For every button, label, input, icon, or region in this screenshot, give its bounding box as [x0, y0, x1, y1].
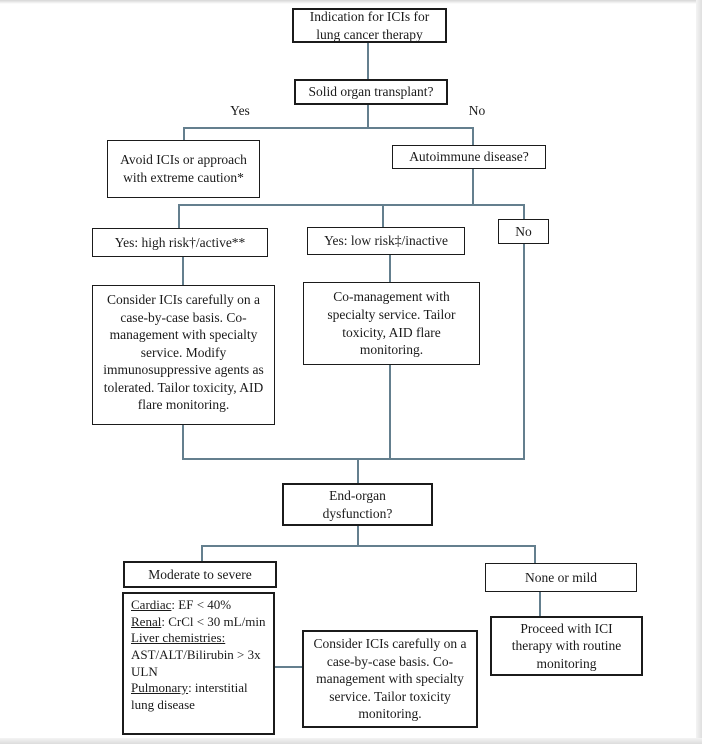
connector-comanage-to-merge: [389, 365, 391, 459]
connector-endorgan-split-bar: [201, 545, 536, 547]
node-yes-low-risk: Yes: low risk‡/inactive: [307, 227, 465, 255]
branch-label-yes: Yes: [230, 103, 250, 118]
connector-yes-branch: [183, 127, 185, 141]
connector-merge-endorgan: [357, 458, 359, 484]
connector-to-high-risk: [178, 204, 180, 229]
connector-autoimmune-split-bar: [178, 204, 525, 206]
connector-highrisk-consider: [182, 257, 184, 286]
connector-consider-to-merge: [182, 425, 184, 459]
page-edge-bottom: [0, 738, 702, 744]
connector-no-branch: [472, 127, 474, 146]
connector-to-low-risk: [382, 204, 384, 228]
connector-lowrisk-comanage: [389, 255, 391, 283]
connector-indication-transplant: [367, 43, 369, 79]
page-edge-right: [696, 0, 702, 744]
connector-to-none-mild: [534, 545, 536, 564]
node-consider-transplant: Consider ICIs carefully on a case-by-case basis. Co-management with specialty service. Modify immunosuppressive agents as tolerated. Tailor toxicity, AID flare monitoring.: [92, 285, 275, 425]
node-end-organ-dysfunction: End-organ dysfunction?: [282, 483, 433, 526]
node-proceed-ici: Proceed with ICI therapy with routine monitoring: [490, 616, 643, 676]
node-solid-organ-transplant: Solid organ transplant?: [294, 79, 448, 105]
criteria-item: Cardiac: EF < 40%: [131, 597, 232, 612]
criteria-item: Pulmonary: interstitial lung disease: [131, 680, 248, 712]
criteria-list: [131, 597, 268, 713]
node-none-or-mild: None or mild: [485, 563, 637, 592]
node-consider-dysfunction: Consider ICIs carefully on a case-by-case basis. Co-management with specialty service. Tailor toxicity monitoring.: [302, 630, 478, 728]
criteria-item: Renal: CrCl < 30 mL/min: [131, 613, 266, 629]
connector-endorgan-stem: [357, 526, 359, 547]
node-indication: Indication for ICIs for lung cancer therapy: [292, 8, 447, 43]
connector-nonemild-proceed: [539, 592, 541, 617]
page-edge-top: [0, 0, 702, 4]
connector-transplant-split-stem: [367, 104, 369, 127]
node-dysfunction-criteria: [122, 592, 275, 735]
node-yes-high-risk: Yes: high risk†/active**: [92, 228, 268, 257]
node-moderate-to-severe: Moderate to severe: [123, 561, 277, 588]
connector-criteria-consider: [275, 666, 303, 668]
connector-to-moderate: [201, 545, 203, 562]
connector-to-no-box: [523, 204, 525, 220]
criteria-item: Liver chemistries: AST/ALT/Bilirubin > 3x ULN: [131, 630, 261, 679]
node-no-autoimmune: No: [498, 219, 549, 244]
connector-merge-bar: [182, 458, 525, 460]
node-avoid-icis: Avoid ICIs or approach with extreme caution*: [107, 140, 260, 198]
connector-transplant-split-bar: [183, 127, 474, 129]
connector-no-to-merge: [523, 244, 525, 459]
connector-autoimmune-stem: [472, 169, 474, 205]
node-comanagement: Co-management with specialty service. Tailor toxicity, AID flare monitoring.: [303, 282, 480, 365]
branch-label-no: No: [468, 103, 486, 118]
node-autoimmune-disease: Autoimmune disease?: [392, 145, 546, 169]
